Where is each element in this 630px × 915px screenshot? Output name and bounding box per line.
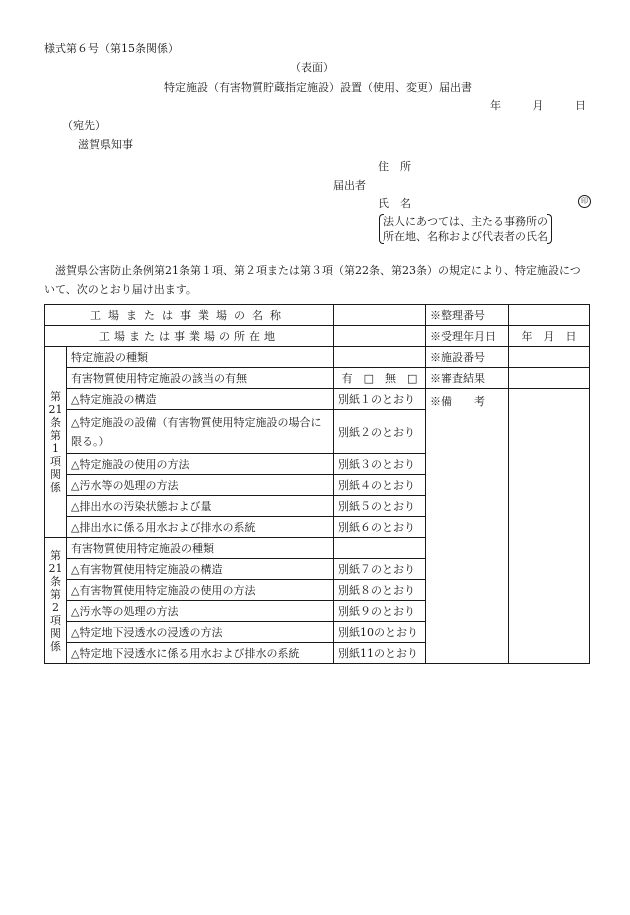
factory-address-value[interactable] — [334, 326, 426, 347]
item-label: 有害物質使用特定施設の該当の有無 — [67, 368, 334, 389]
factory-name-value[interactable] — [334, 305, 426, 326]
item-value: 別紙10のとおり — [334, 622, 426, 643]
review-result-value[interactable] — [509, 368, 590, 389]
item-label: △排出水に係る用水および排水の系統 — [67, 517, 334, 538]
table-row — [45, 305, 590, 326]
item-label: △特定施設の設備（有害物質使用特定施設の場合に限る。） — [67, 410, 334, 454]
item-value[interactable] — [334, 538, 426, 559]
item-value: 別紙２のとおり — [334, 410, 426, 454]
review-result-label: ※審査結果 — [426, 368, 509, 389]
item-value: 別紙６のとおり — [334, 517, 426, 538]
table-row — [45, 326, 590, 347]
item-value: 別紙１のとおり — [334, 389, 426, 410]
item-label: △汚水等の処理の方法 — [67, 601, 334, 622]
form-number: 様式第６号（第15条関係） — [44, 42, 179, 55]
date-day-label: 日 — [575, 99, 586, 112]
date-month-label: 月 — [532, 99, 544, 112]
item-value: 別紙５のとおり — [334, 496, 426, 517]
registration-no-label: ※整理番号 — [426, 305, 509, 326]
item-label: △有害物質使用特定施設の使用の方法 — [67, 580, 334, 601]
item-label: △特定施設の構造 — [67, 389, 334, 410]
corporation-note — [379, 214, 552, 244]
address-label: 住 所 — [378, 160, 411, 173]
section1-label: 第 21 条 第 1 項 関 係 — [45, 347, 67, 538]
section2-label: 第 21 条 第 2 項 関 係 — [45, 538, 67, 664]
item-label: △有害物質使用特定施設の構造 — [67, 559, 334, 580]
received-date-label: ※受理年月日 — [426, 326, 509, 347]
received-date-value: 年 月 日 — [509, 326, 590, 347]
table-row — [45, 368, 590, 389]
side-label: （表面） — [290, 61, 334, 74]
seal-mark: 印 — [578, 195, 591, 208]
notifier-role-label: 届出者 — [333, 179, 366, 192]
addressee-name: 滋賀県知事 — [78, 138, 133, 151]
remarks-label: ※備 考 — [426, 389, 509, 664]
name-label: 氏 名 — [378, 197, 411, 210]
page-title: 特定施設（有害物質貯蔵指定施設）設置（使用、変更）届出書 — [164, 81, 472, 94]
item-value[interactable] — [334, 347, 426, 368]
item-label: △特定施設の使用の方法 — [67, 454, 334, 475]
item-value: 別紙９のとおり — [334, 601, 426, 622]
item-label: △汚水等の処理の方法 — [67, 475, 334, 496]
corporation-note-line-1: 法人にあつては、主たる事務所の — [379, 214, 552, 229]
addressee-prefix: （宛先） — [62, 119, 106, 132]
item-value: 別紙８のとおり — [334, 580, 426, 601]
notification-table — [44, 304, 590, 664]
item-label: △特定地下浸透水に係る用水および排水の系統 — [67, 643, 334, 664]
item-label: 特定施設の種類 — [67, 347, 334, 368]
item-value: 別紙７のとおり — [334, 559, 426, 580]
item-label: 有害物質使用特定施設の種類 — [67, 538, 334, 559]
facility-no-value[interactable] — [509, 347, 590, 368]
date-year-label: 年 — [490, 99, 501, 112]
factory-name-label: 工場または事業場の名称 — [45, 305, 334, 326]
item-value: 別紙11のとおり — [334, 643, 426, 664]
body-paragraph: 滋賀県公害防止条例第21条第１項、第２項または第３項（第22条、第23条）の規定により、特定施設について、次のとおり届け出ます。 — [44, 264, 581, 296]
corporation-note-line-2: 所在地、名称および代表者の氏名 — [379, 229, 552, 244]
registration-no-value[interactable] — [509, 305, 590, 326]
presence-checkboxes[interactable]: 有 □ 無 □ — [334, 368, 426, 389]
date-line — [490, 97, 586, 113]
item-value: 別紙４のとおり — [334, 475, 426, 496]
item-label: △排出水の汚染状態および量 — [67, 496, 334, 517]
item-value: 別紙３のとおり — [334, 454, 426, 475]
factory-address-label: 工場または事業場の所在地 — [45, 326, 334, 347]
facility-no-label: ※施設番号 — [426, 347, 509, 368]
table-row — [45, 389, 590, 410]
table-row — [45, 347, 590, 368]
item-label: △特定地下浸透水の浸透の方法 — [67, 622, 334, 643]
remarks-value[interactable] — [509, 389, 590, 664]
